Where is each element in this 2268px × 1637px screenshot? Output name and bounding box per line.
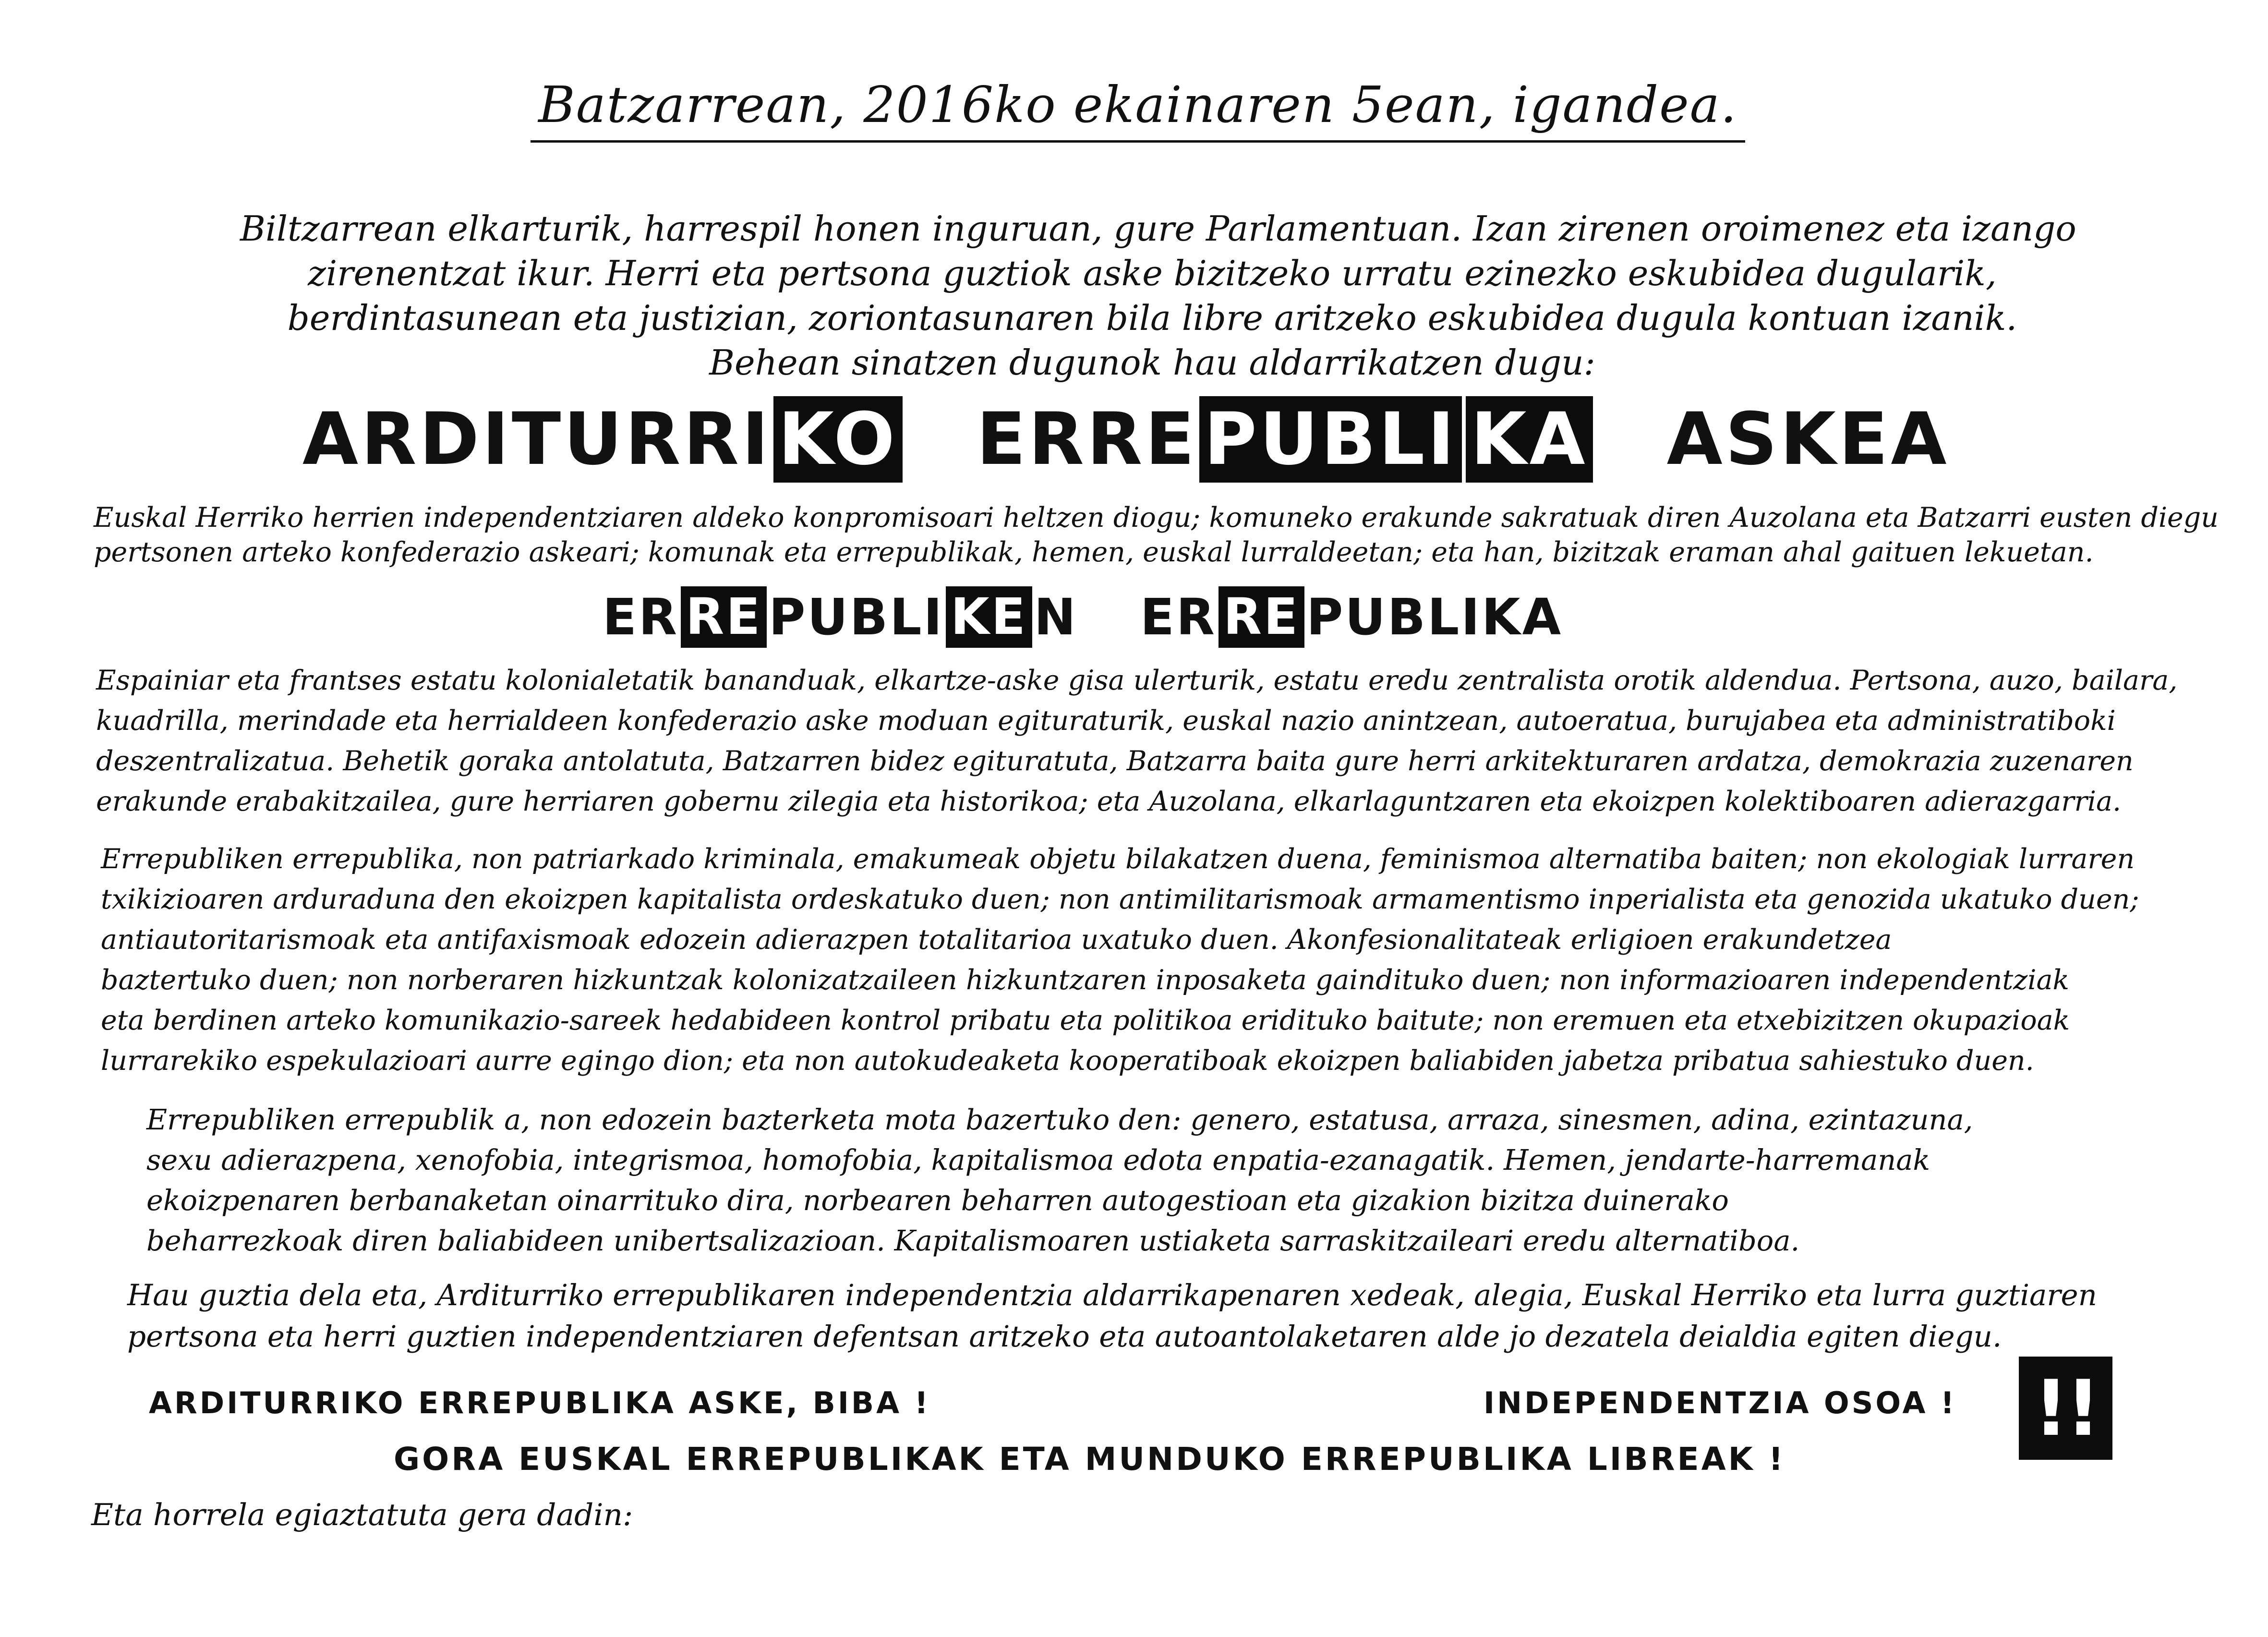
confederation-line: Euskal Herriko herrien independentziaren aldeko konpromisoari heltzen diogu; komuneko erakunde sakratuak diren Auzolana eta Batzarri eusten diegu xyxy=(94,502,2219,534)
feminism-line: Errepubliken errepublika, non patriarkado kriminala, emakumeak objetu bilakatzen duena, feminismoa alternatiba baiten; non ekologiak lurraren xyxy=(101,843,2135,875)
slogan-independentzia-osoa: INDEPENDENTZIA OSOA ! xyxy=(1484,1385,1957,1420)
exclusion-line: ekoizpenaren berbanaketan oinarrituko dira, norbearen beharren autogestioan eta gizakion bizitza duinerako xyxy=(146,1184,1729,1217)
slogan-gora-errepublikak: GORA EUSKAL ERREPUBLIKAK ETA MUNDUKO ERREPUBLIKA LIBREAK ! xyxy=(394,1441,1785,1478)
feminism-line: eta berdinen arteko komunikazio-sareek hedabideen kontrol pribatu eta politikoa eridituko baitute; non eremuen eta etxebizitzen okupazioak xyxy=(101,1005,2070,1036)
feminism-line: lurrarekiko espekulazioari aurre egingo dion; eta non autokudeaketa kooperatiboak ekoizpen baliabiden jabetza pribatua sahiestuko duen. xyxy=(101,1045,2034,1077)
confederation-paragraph xyxy=(94,500,2219,570)
banner-word-part: ER xyxy=(603,588,679,646)
description-line: deszentralizatua. Behetik goraka antolatuta, Batzarren bidez egituratuta, Batzarra baita gure herri arkitekturaren ardatza, demokrazia zuzenaren xyxy=(96,745,2134,777)
description-line: erakunde erabakitzailea, gure herriaren gobernu zilegia eta historikoa; eta Auzolana, elkarlaguntzaren eta ekoizpen kolektiboaren adierazgarria. xyxy=(96,786,2122,817)
document-title: Batzarrean, 2016ko ekainaren 5ean, igandea. xyxy=(538,75,1737,134)
banner-word-part: PUBLIKA xyxy=(1306,588,1563,646)
call-paragraph xyxy=(127,1275,2192,1358)
preamble-paragraph xyxy=(240,206,2076,385)
title-underline xyxy=(531,140,1745,143)
sub-banner-heading xyxy=(603,583,1563,651)
banner-boxed-letters: PUBLI xyxy=(1199,396,1462,483)
banner-boxed-letters: KO xyxy=(773,396,903,483)
description-line: Espainiar eta frantses estatu kolonialetatik bananduak, elkartze-aske gisa ulerturik, estatu eredu zentralista orotik aldendua. Pertsona, auzo, bailara, xyxy=(96,665,2178,696)
main-banner-heading xyxy=(302,389,1950,490)
banner-word-part: ARDITURRI xyxy=(302,398,772,481)
exclusion-paragraph xyxy=(146,1100,2163,1261)
exclusion-line: Errepubliken errepublik a, non edozein bazterketa mota bazertuko den: genero, estatusa, arraza, sinesmen, adina, ezintazuna, xyxy=(146,1103,1973,1136)
slogan-arditurriko-biba: ARDITURRIKO ERREPUBLIKA ASKE, BIBA ! xyxy=(149,1385,931,1420)
feminism-line: antiautoritarismoak eta antifaxismoak edozein adierazpen totalitarioa uxatuko duen. Akonfesionalitateak erligioen erakundetzea xyxy=(101,924,1892,956)
signature-line: Eta horrela egiaztatuta gera dadin: xyxy=(91,1497,633,1532)
banner-word-part: ASKEA xyxy=(1666,398,1950,481)
feminism-paragraph xyxy=(101,839,2218,1081)
banner-word-part: ERRE xyxy=(976,398,1197,481)
preamble-line: zirenentzat ikur. Herri eta pertsona guztiok aske bizitzeko urratu ezinezko eskubidea dugularik, xyxy=(308,253,1997,293)
preamble-line: berdintasunean eta justizian, zoriontasunaren bila libre aritzeko eskubidea dugula kontuan izanik. xyxy=(287,298,2017,338)
feminism-line: baztertuko duen; non norberaren hizkuntzak kolonizatzaileen hizkuntzaren inposaketa gaindituko duen; non informazioaren independentziak xyxy=(101,964,2070,996)
preamble-line: Biltzarrean elkarturik, harrespil honen inguruan, gure Parlamentuan. Izan zirenen oroimenez eta izango xyxy=(240,208,2076,249)
exclusion-line: sexu adierazpena, xenofobia, integrismoa, homofobia, kapitalismoa edota enpatia-ezanagatik. Hemen, jendarte-harremanak xyxy=(146,1143,1930,1176)
banner-word-part: PUBLI xyxy=(769,588,944,646)
description-paragraph xyxy=(96,660,2218,822)
confederation-line: pertsonen arteko konfederazio askeari; komunak eta errepublikak, hemen, euskal lurraldeetan; eta han, bizitzak eraman ahal gaituen lekuetan. xyxy=(94,536,2094,568)
banner-boxed-letters: RE xyxy=(681,586,767,648)
preamble-line: Behean sinatzen dugunok hau aldarrikatzen dugu: xyxy=(709,342,1595,383)
banner-word-part: ER xyxy=(1140,588,1217,646)
exclamation-block: !! xyxy=(2019,1357,2112,1460)
banner-boxed-letters: KE xyxy=(946,586,1032,648)
feminism-line: txikizioaren arduraduna den ekoizpen kapitalista ordeskatuko duen; non antimilitarismoak armamentismo inperialista eta genozida ukatuko duen; xyxy=(101,884,2139,915)
exclusion-line: beharrezkoak diren baliabideen unibertsalizazioan. Kapitalismoaren ustiaketa sarraskitzaileari eredu alternatiboa. xyxy=(146,1224,1800,1257)
banner-boxed-letters: RE xyxy=(1218,586,1304,648)
banner-boxed-letters: KA xyxy=(1466,396,1592,483)
description-line: kuadrilla, merindade eta herrialdeen konfederazio aske moduan egituraturik, euskal nazio anintzean, autoeratua, burujabea eta administratiboki xyxy=(96,705,2116,737)
call-line: pertsona eta herri guztien independentziaren defentsan aritzeko eta autoantolaketaren alde jo dezatela deialdia egiten diegu. xyxy=(127,1320,2002,1354)
banner-word-part: N xyxy=(1034,588,1078,646)
call-line: Hau guztia dela eta, Arditurriko errepublikaren independentzia aldarrikapenaren xedeak, alegia, Euskal Herriko eta lurra guztiaren xyxy=(127,1278,2097,1312)
